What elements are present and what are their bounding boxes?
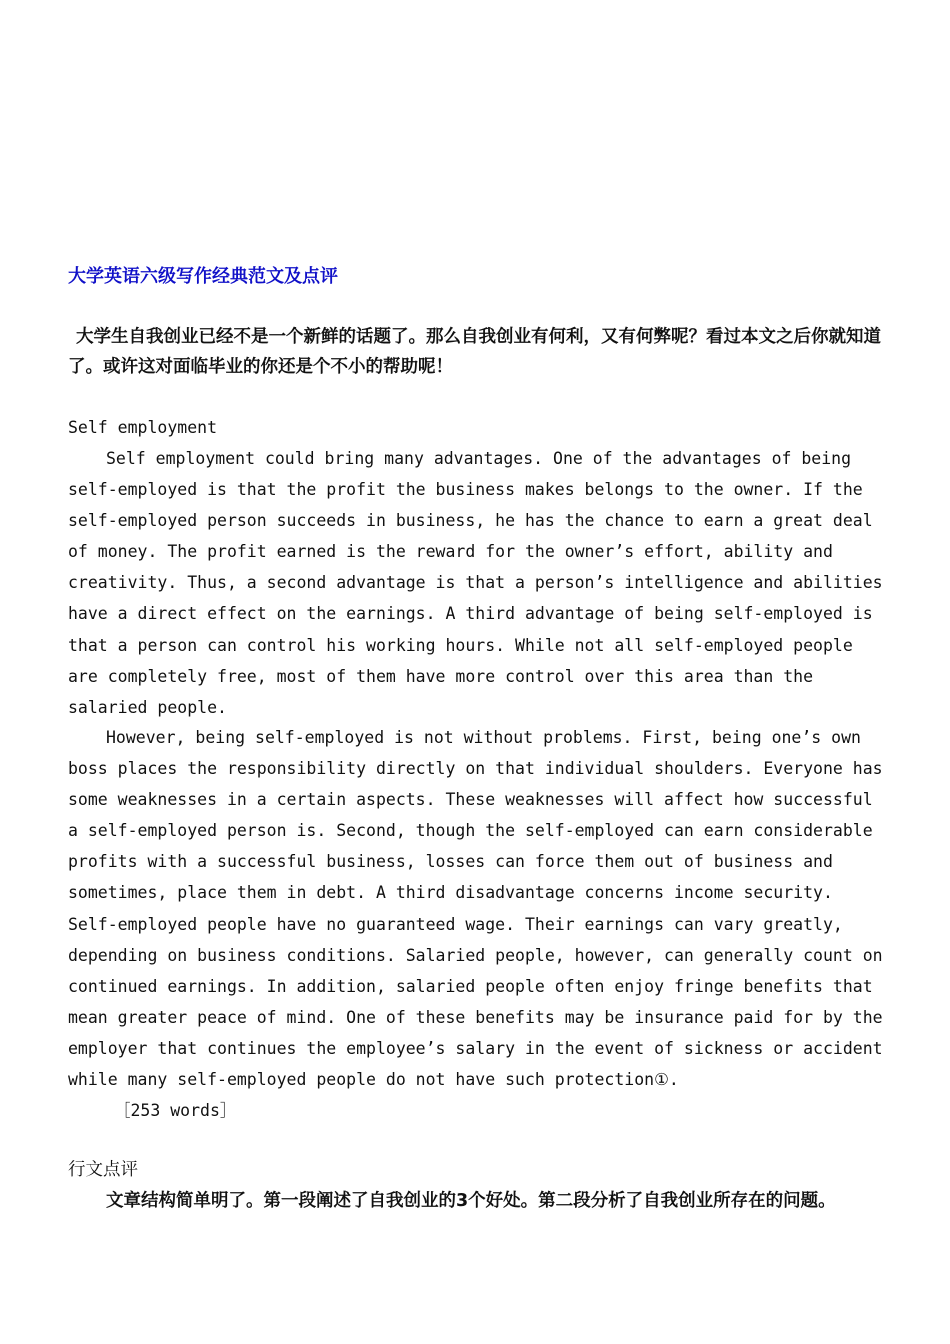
commentary-title: 行文点评 — [68, 1160, 138, 1180]
essay-paragraph-2: However, being self-employed is not without problems. First, being one’s own boss places the responsibility directly on that individual shoulders. Everyone has some weaknesses in a certain aspects. These weaknesses will affect how successful a self-employed person is. Second, though the self-employed can earn considerable profits with a successful business, losses can force them out of business and sometimes, place them in debt. A third disadvantage concerns income security. Self-employed people have no guaranteed wage. Their earnings can vary greatly, depending on business conditions. Salaried people, however, can generally count on continued earnings. In addition, salaried people often enjoy fringe benefits that mean greater peace of mind. One of these benefits may be insurance paid for by the employer that continues the employee’s salary in the event of sickness or accident while many self-employed people do not have such protection①. — [68, 728, 883, 1090]
commentary-text: 文章结构简单明了。第一段阐述了自我创业的3个好处。第二段分析了自我创业所存在的问题。 — [106, 1191, 836, 1211]
document-title: 大学英语六级写作经典范文及点评 — [68, 266, 338, 287]
word-count: ［253 words］ — [114, 1101, 237, 1120]
essay-paragraph-1: Self employment could bring many advantages. One of the advantages of being self-employed is that the profit the business makes belongs to the owner. If the self-employed person succeeds in business, he has the chance to earn a great deal of money. The profit earned is the reward for the owner’s effort, ability and creativity. Thus, a second advantage is that a person’s intelligence and abilities have a direct effect on the earnings. A third advantage of being self-employed is that a person can control his working hours. While not all self-employed people are completely free, most of them have more control over this area than the salaried people. — [68, 449, 883, 717]
intro-paragraph: 大学生自我创业已经不是一个新鲜的话题了。那么自我创业有何利，又有何弊呢？看过本文之后你就知道了。或许这对面临毕业的你还是个不小的帮助呢！ — [68, 327, 881, 377]
essay-title: Self employment — [68, 418, 218, 437]
